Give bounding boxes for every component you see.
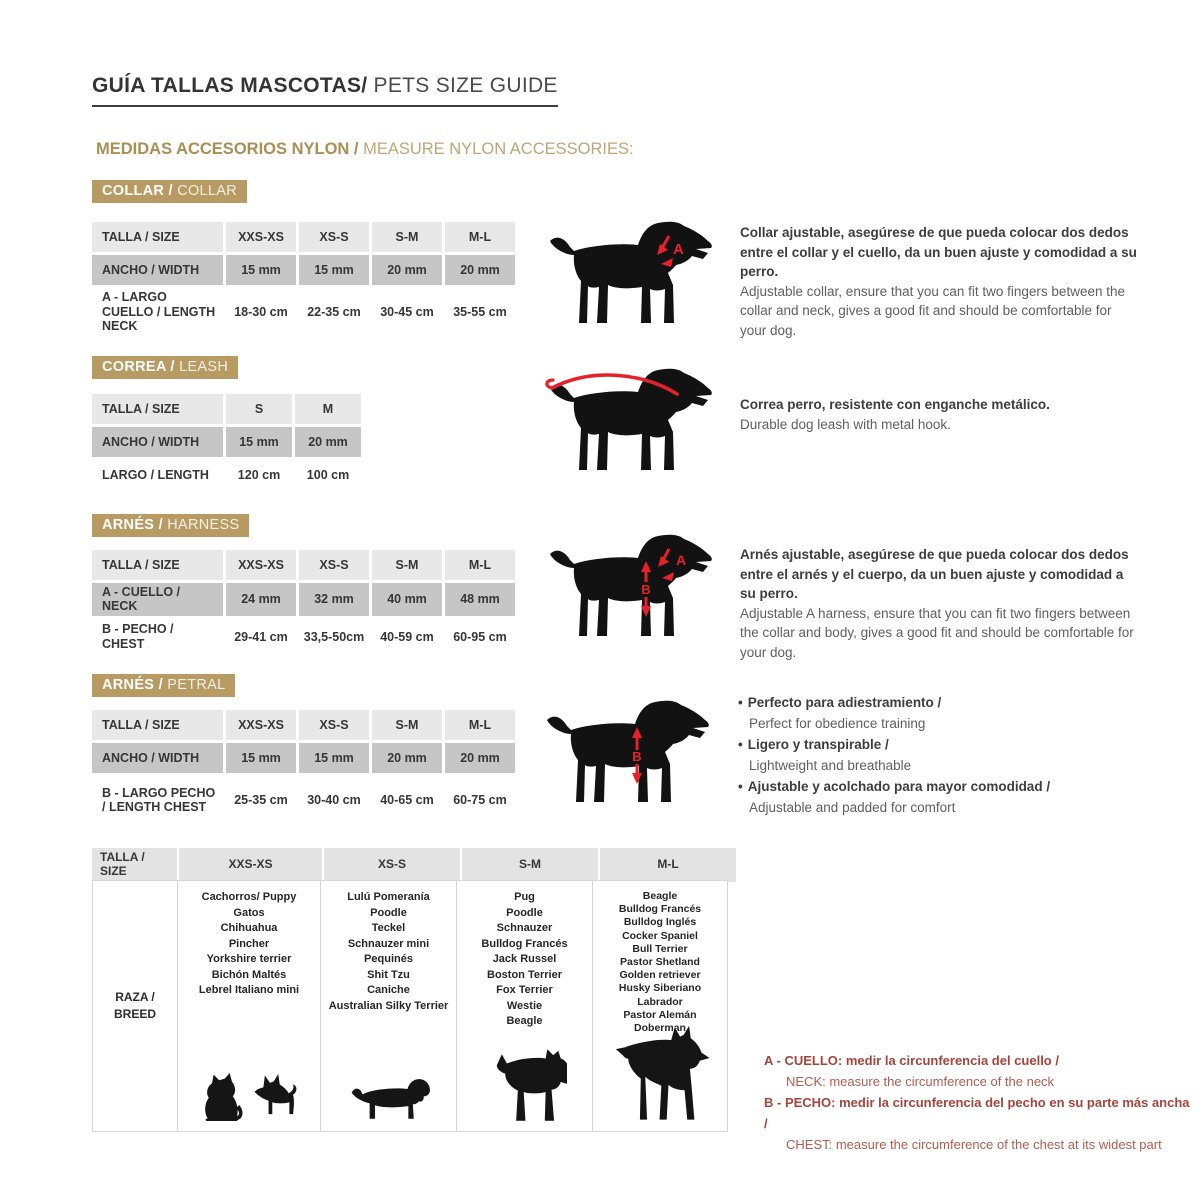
breed-item: Lebrel Italiano mini (198, 984, 300, 996)
harness-marker-b: B (641, 582, 651, 597)
table-header-cell: S (226, 394, 292, 424)
breed-item: Beagle (642, 890, 678, 902)
table-cell: 15 mm (299, 743, 369, 773)
leash-section-badge (92, 356, 238, 379)
table-cell: 32 mm (299, 583, 369, 616)
bullet-dot-icon: • (738, 779, 743, 794)
breed-item: Westie (506, 999, 543, 1012)
table-row-label: A - CUELLO / NECK (92, 583, 223, 616)
table-cell: 100 cm (295, 460, 361, 490)
table-header-cell: XXS-XS (226, 550, 296, 580)
page-title (92, 74, 558, 107)
table-header-cell: XXS-XS (226, 710, 296, 740)
footnote-b-en: CHEST: measure the circumference of the chest at its widest part (786, 1137, 1162, 1152)
table-header-cell: TALLA / SIZE (92, 710, 223, 740)
petral-section-badge (92, 674, 235, 697)
breed-item: Pastor Shetland (620, 956, 700, 969)
table-row-label: ANCHO / WIDTH (92, 255, 223, 285)
harness-section-badge (92, 514, 249, 537)
breed-item: Australian Silky Terrier (328, 999, 449, 1012)
table-cell: 40-59 cm (372, 619, 442, 655)
footnote-b-es: B - PECHO: medir la circunferencia del pecho en su parte más ancha / (764, 1095, 1190, 1131)
table-cell: 40-65 cm (372, 776, 442, 824)
page-subtitle-es: MEDIDAS ACCESORIOS NYLON / (96, 140, 359, 158)
breed-item: Yorkshire terrier (206, 953, 292, 965)
table-cell: 60-95 cm (445, 619, 515, 655)
breed-item: Schnauzer (496, 922, 553, 934)
breed-item: Poodle (506, 906, 543, 919)
harness-badge-es: ARNÉS / (102, 517, 168, 533)
table-cell: 24 mm (226, 583, 296, 616)
breed-table-header (92, 848, 728, 882)
collar-description (740, 223, 1138, 340)
bullet-dot-icon: • (738, 737, 743, 752)
breed-column-s-m (457, 881, 593, 1131)
harness-desc-en: Adjustable A harness, ensure that you can fit two fingers between the collar and body, gives a good fit and should be comfortable for your dog. (740, 605, 1134, 660)
dog-leash-icon (535, 362, 735, 482)
table-row-label: ANCHO / WIDTH (92, 743, 223, 773)
collar-size-table (92, 222, 515, 336)
breed-item: Fox Terrier (496, 984, 553, 996)
breed-item: Bulldog Francés (618, 903, 702, 916)
petral-feature-list (738, 692, 1158, 818)
breed-item: Caniche (367, 984, 410, 996)
breed-item: Bull Terrier (632, 942, 688, 955)
doberman-icon (608, 1025, 712, 1125)
petral-size-table (92, 710, 515, 824)
petral-marker-b: B (632, 749, 642, 764)
petral-bullet-es: • Ligero y transpirable / (738, 737, 889, 752)
breed-item: Pastor Alemán (623, 1008, 697, 1021)
breed-item: Poodle (370, 906, 407, 919)
table-header-cell: XXS-XS (226, 222, 296, 252)
table-header-cell: TALLA / SIZE (92, 222, 223, 252)
petral-bullet-en: Lightweight and breathable (749, 758, 912, 773)
table-cell: 20 mm (372, 743, 442, 773)
breed-item: Jack Russel (492, 953, 557, 965)
breed-item: Cocker Spaniel (622, 929, 698, 942)
breed-item: Pincher (228, 937, 270, 950)
table-row-label: LARGO / LENGTH (92, 460, 223, 490)
leash-desc-en: Durable dog leash with metal hook. (740, 416, 951, 432)
breed-item: Bulldog Inglés (623, 916, 697, 929)
harness-size-table (92, 550, 515, 655)
breed-list (457, 881, 592, 1030)
harness-description (740, 545, 1138, 662)
collar-marker-a: A (673, 241, 684, 258)
breed-item: Cachorros/ Puppy (201, 891, 297, 903)
table-header-cell: S-M (372, 710, 442, 740)
page-title-es: GUÍA TALLAS MASCOTAS/ (92, 74, 368, 97)
table-header-cell: TALLA / SIZE (92, 848, 177, 882)
table-cell: 35-55 cm (445, 288, 515, 336)
breed-silhouettes (178, 1069, 320, 1125)
dog-petral-icon (537, 694, 727, 814)
leash-badge-en: LEASH (179, 359, 229, 375)
breed-item: Teckel (371, 922, 406, 934)
footnote-a-en: NECK: measure the circumference of the neck (786, 1074, 1055, 1089)
table-header-cell: XS-S (324, 848, 460, 882)
table-header-cell: M-L (445, 710, 515, 740)
breed-item: Beagle (506, 1015, 543, 1027)
table-cell: 20 mm (445, 743, 515, 773)
table-cell: 18-30 cm (226, 288, 296, 336)
breed-item: Labrador (637, 995, 683, 1008)
breed-item: Lulú Pomeranía (347, 891, 430, 903)
table-cell: 30-40 cm (299, 776, 369, 824)
table-cell: 30-45 cm (372, 288, 442, 336)
breed-list (321, 881, 456, 1014)
dog-harness-icon (540, 528, 730, 648)
breed-row-label: RAZA / BREED (113, 990, 156, 1021)
leash-badge-es: CORREA / (102, 359, 180, 375)
table-row-label: A - LARGO CUELLO / LENGTH NECK (92, 288, 223, 336)
breed-item: Pequinés (364, 953, 413, 965)
table-cell: 15 mm (226, 743, 296, 773)
breed-item: Boston Terrier (487, 968, 562, 981)
table-header-cell: TALLA / SIZE (92, 550, 223, 580)
table-cell: 25-35 cm (226, 776, 296, 824)
table-cell: 22-35 cm (299, 288, 369, 336)
measuring-footnotes (764, 1050, 1194, 1155)
breed-silhouettes (321, 1071, 456, 1125)
leash-desc-es: Correa perro, resistente con enganche metálico. (740, 397, 1050, 412)
table-header-cell: XS-S (299, 710, 369, 740)
harness-marker-a: A (676, 552, 687, 568)
table-cell: 15 mm (226, 427, 292, 457)
table-header-cell: TALLA / SIZE (92, 394, 223, 424)
breed-item: Husky Siberiano (618, 982, 702, 995)
collar-desc-es: Collar ajustable, asegúrese de que pueda colocar dos dedos entre el collar y el cuello, da un buen ajuste y comodidad a su perro. (740, 225, 1137, 279)
collar-desc-en: Adjustable collar, ensure that you can fit two fingers between the collar and neck, gives a good fit and should be comfortable for your dog. (740, 283, 1125, 338)
table-cell: 15 mm (226, 255, 296, 285)
schnauzer-icon (483, 1045, 567, 1125)
page-subtitle (96, 140, 634, 159)
table-row-label: ANCHO / WIDTH (92, 427, 223, 457)
table-header-cell: M-L (600, 848, 736, 882)
breed-row-label-cell (93, 881, 178, 1131)
harness-desc-es: Arnés ajustable, asegúrese de que pueda colocar dos dedos entre el arnés y el cuerpo, da un buen ajuste y comodidad a su perro. (740, 547, 1129, 601)
cat-icon (196, 1069, 244, 1125)
petral-badge-es: ARNÉS / (102, 677, 168, 693)
table-header-cell: S-M (462, 848, 598, 882)
table-header-cell: M-L (445, 550, 515, 580)
petral-bullet-en: Adjustable and padded for comfort (749, 800, 956, 815)
table-cell: 40 mm (372, 583, 442, 616)
table-header-cell: S-M (372, 550, 442, 580)
petral-badge-en: PETRAL (167, 677, 226, 693)
bullet-dot-icon: • (738, 695, 743, 710)
breed-list (593, 881, 727, 1035)
table-cell: 20 mm (445, 255, 515, 285)
table-cell: 20 mm (295, 427, 361, 457)
breed-item: Doberman (634, 1022, 686, 1035)
page-subtitle-en: MEASURE NYLON ACCESSORIES: (358, 140, 634, 158)
table-cell: 120 cm (226, 460, 292, 490)
collar-badge-es: COLLAR / (102, 183, 178, 199)
harness-badge-en: HARNESS (167, 517, 240, 533)
dachshund-icon (343, 1071, 435, 1125)
breed-list (178, 881, 320, 999)
breed-item: Shit Tzu (367, 968, 410, 981)
petral-bullet-en: Perfect for obedience training (749, 716, 926, 731)
breed-item: Chihuahua (220, 922, 278, 934)
collar-section-badge (92, 180, 247, 203)
table-row-label: B - LARGO PECHO / LENGTH CHEST (92, 776, 223, 824)
table-header-cell: M (295, 394, 361, 424)
table-header-cell: XS-S (299, 550, 369, 580)
breed-column-xxs-xs (178, 881, 321, 1131)
leash-size-table (92, 394, 361, 490)
breed-silhouettes (593, 1025, 727, 1125)
table-cell: 33,5-50cm (299, 619, 369, 655)
petral-bullet-es: • Ajustable y acolchado para mayor comodidad / (738, 779, 1051, 794)
breed-item: Bichón Maltés (211, 968, 287, 981)
breed-item: Bulldog Francés (481, 937, 568, 950)
breed-column-xs-s (321, 881, 457, 1131)
breed-table-body (92, 880, 728, 1132)
dog-collar-icon (540, 215, 730, 335)
breed-item: Gatos (233, 906, 265, 919)
table-header-cell: XS-S (299, 222, 369, 252)
table-cell: 29-41 cm (226, 619, 296, 655)
collar-badge-en: COLLAR (177, 183, 238, 199)
table-cell: 60-75 cm (445, 776, 515, 824)
table-header-cell: M-L (445, 222, 515, 252)
breed-item: Golden retriever (619, 969, 701, 982)
breed-silhouettes (457, 1045, 592, 1125)
petral-measure-marks (632, 727, 642, 784)
petral-bullet-es: • Perfecto para adiestramiento / (738, 695, 942, 710)
breed-item: Pug (514, 891, 535, 903)
breed-item: Schnauzer mini (347, 937, 430, 950)
leash-description (740, 395, 1138, 434)
footnote-a-es: A - CUELLO: medir la circunferencia del cuello / (764, 1053, 1059, 1068)
table-cell: 20 mm (372, 255, 442, 285)
table-cell: 15 mm (299, 255, 369, 285)
table-header-cell: XXS-XS (179, 848, 322, 882)
chihuahua-icon (250, 1069, 302, 1125)
breed-column-m-l (593, 881, 727, 1131)
table-row-label: B - PECHO / CHEST (92, 619, 223, 655)
table-cell: 48 mm (445, 583, 515, 616)
table-header-cell: S-M (372, 222, 442, 252)
page-title-en: PETS SIZE GUIDE (367, 74, 558, 97)
